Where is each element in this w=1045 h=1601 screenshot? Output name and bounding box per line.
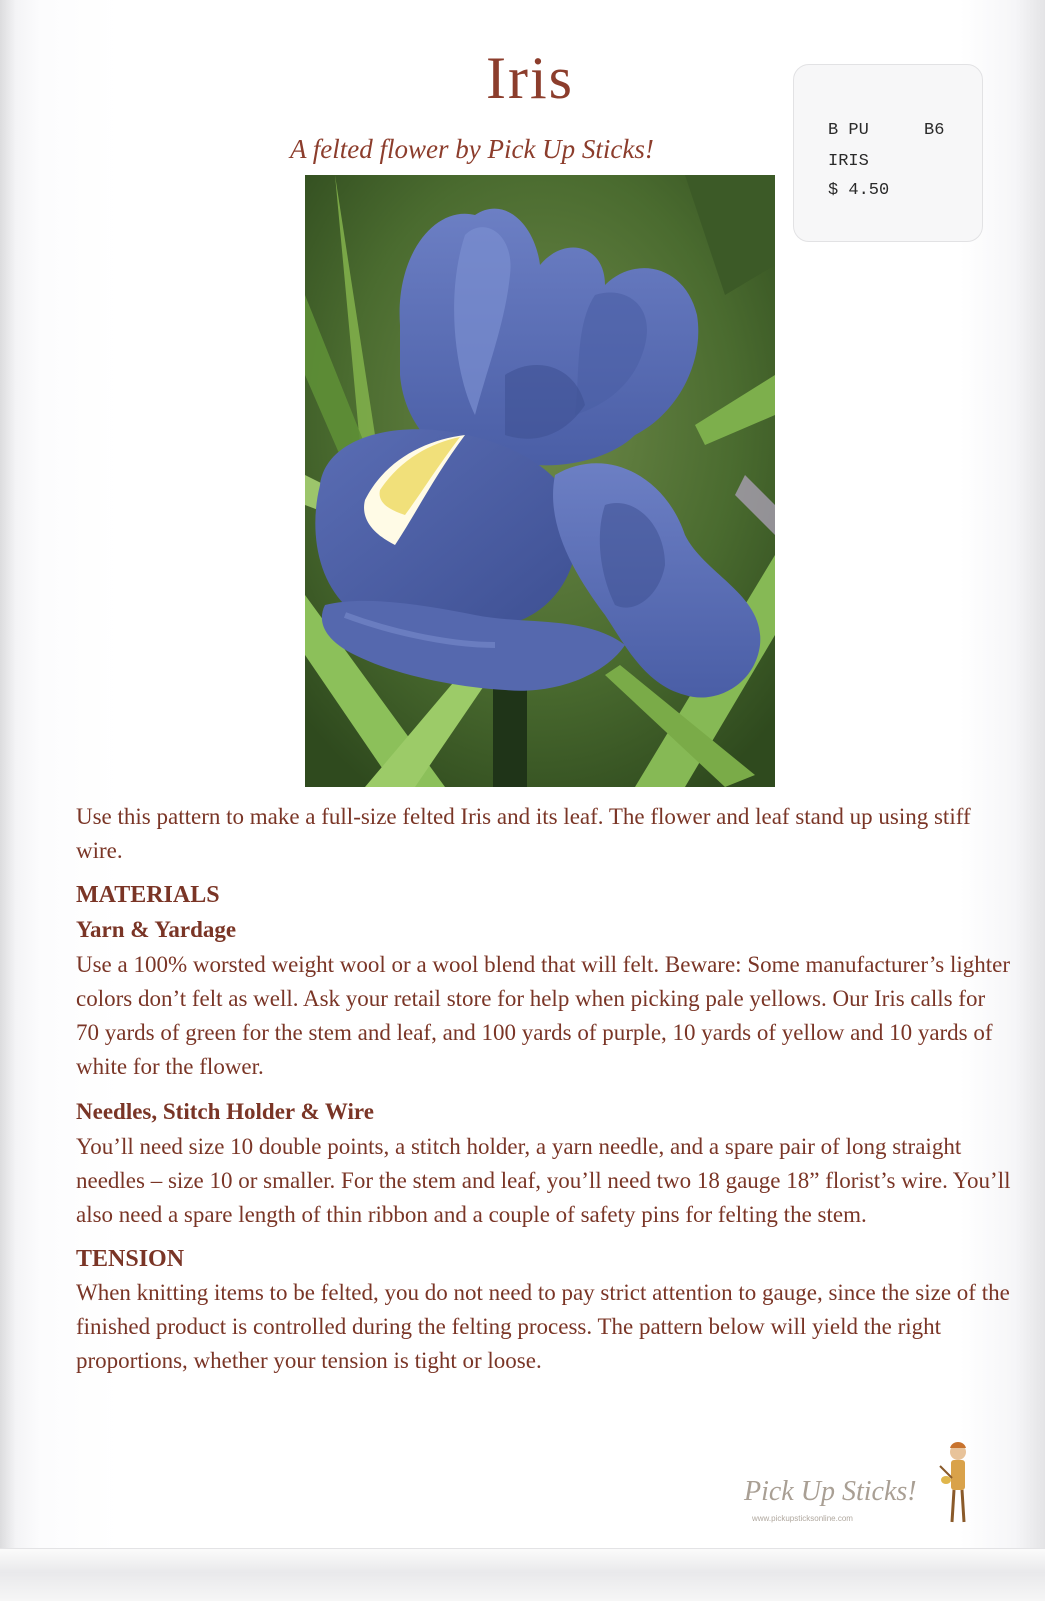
needles-heading: Needles, Stitch Holder & Wire [76, 1099, 374, 1124]
price-sticker-category: B PU [828, 121, 869, 140]
iris-illustration [305, 175, 775, 787]
pattern-title: Iris [486, 45, 574, 111]
logo-url: www.pickupsticksonline.com [752, 1514, 853, 1523]
intro-paragraph: Use this pattern to make a full-size felted Iris and its leaf. The flower and leaf stand up using stiff wire. [76, 804, 971, 863]
tension-heading: TENSION [76, 1246, 185, 1272]
price-sticker-price: $ 4.50 [828, 181, 890, 200]
felted-iris-photo [305, 175, 775, 787]
price-sticker-item: IRIS [828, 152, 869, 171]
tension-paragraph: When knitting items to be felted, you do not need to pay strict attention to gauge, since the size of the finished product is controlled during the felting process. The pattern below will yield the right proportions, whether your tension is tight or loose. [76, 1280, 1010, 1373]
materials-heading: MATERIALS [76, 882, 220, 908]
pattern-description [76, 800, 1011, 1388]
price-sticker [793, 64, 983, 242]
knitter-figure-icon [938, 1440, 978, 1526]
pick-up-sticks-logo [740, 1440, 980, 1530]
needles-paragraph: You’ll need size 10 double points, a stitch holder, a yarn needle, and a spare pair of long straight needles – size 10 or smaller. For the stem and leaf, you’ll need two 18 gauge 18” florist’s wire. You’ll also need a spare length of thin ribbon and a couple of safety pins for felting the stem. [76, 1134, 1011, 1227]
plastic-sleeve-edge [0, 1548, 1045, 1601]
yarn-paragraph: Use a 100% worsted weight wool or a wool blend that will felt. Beware: Some manufacturer’s lighter colors don’t felt as well. Ask your retail store for help when picking pale yellows. Our Iris calls for 70 yards of green for the stem and leaf, and 100 yards of purple, 10 yards of yellow and 10 yards of white for the flower. [76, 952, 1011, 1079]
logo-wordmark: Pick Up Sticks! [744, 1476, 917, 1507]
price-sticker-code: B6 [924, 121, 945, 140]
yarn-heading: Yarn & Yardage [76, 917, 237, 942]
price-sticker-line-1 [828, 121, 945, 140]
pattern-subtitle: A felted flower by Pick Up Sticks! [290, 134, 654, 164]
